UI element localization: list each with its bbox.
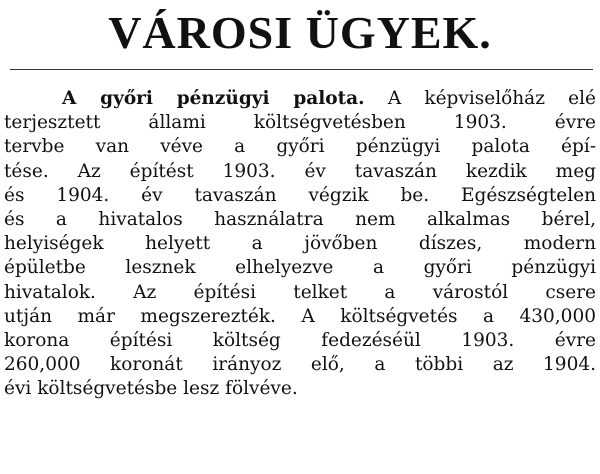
article-line: helyiségek helyett a jövőben díszes, modern bbox=[4, 233, 596, 255]
article-line: hivatalok. Az építési telket a várostól csere bbox=[4, 281, 596, 303]
article-line: 260,000 koronát irányoz elő, a többi az 1904. bbox=[4, 354, 596, 376]
article-line bbox=[4, 87, 596, 111]
article-body bbox=[4, 87, 596, 401]
article-line: tése. Az építést 1903. év tavaszán kezdik meg bbox=[4, 160, 596, 182]
article-line: és 1904. év tavaszán végzik be. Egészségtelen bbox=[4, 184, 596, 206]
article-line: tervbe van véve a győri pénzügyi palota épí- bbox=[4, 136, 596, 158]
article-line: épületbe lesznek elhelyezve a győri pénzügyi bbox=[4, 257, 596, 279]
article-line: évi költségvetésbe lesz fölvéve. bbox=[4, 378, 298, 400]
article-line: korona építési költség fedezéséül 1903. évre bbox=[4, 329, 596, 351]
article-line: terjesztett állami költségvetésben 1903. évre bbox=[4, 112, 596, 134]
article-line-text: A képviselőház elé bbox=[364, 88, 596, 109]
article-line: utján már megszerezték. A költségvetés a 430,000 bbox=[4, 305, 596, 327]
headline-divider bbox=[10, 69, 593, 70]
article-line: és a hivatalos használatra nem alkalmas bérel, bbox=[4, 208, 596, 230]
section-headline: VÁROSI ÜGYEK. bbox=[108, 7, 492, 58]
article-lead: A győri pénzügyi palota. bbox=[62, 88, 365, 109]
